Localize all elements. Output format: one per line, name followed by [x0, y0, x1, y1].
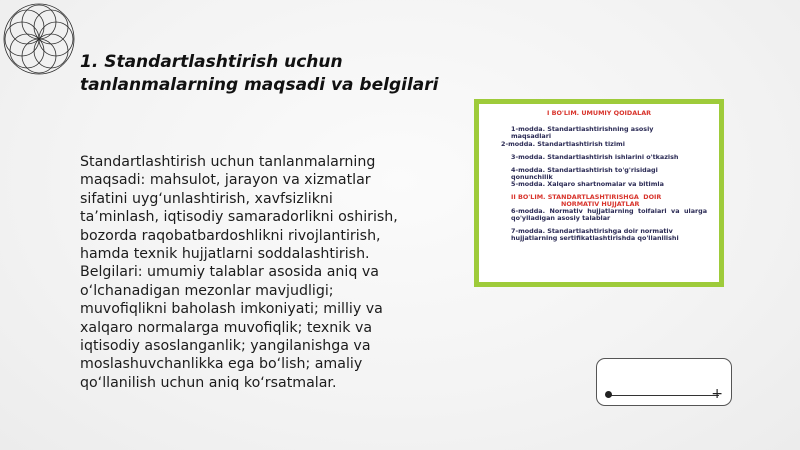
doc-line: 1-modda. Standartlashtirishning asosiy	[511, 125, 654, 133]
document-image	[474, 99, 724, 287]
doc-line: hujjatlarning sertifikatlashtirishda qo'llanilishi	[511, 234, 679, 242]
doc-heading-1: I BO'LIM. UMUMIY QOIDALAR	[547, 109, 652, 117]
doc-line: 5-modda. Xalqaro shartnomalar va bitimla	[511, 180, 664, 188]
doc-line: 7-modda. Standartlashtirishga doir normativ	[511, 227, 673, 235]
doc-line: qo'yiladigan asosiy talablar	[511, 214, 611, 222]
circle-ornament-icon	[2, 2, 76, 76]
progress-track[interactable]	[609, 395, 719, 396]
doc-heading-2b: NORMATIV HUJJATLAR	[561, 200, 640, 208]
doc-heading-2: II BO'LIM. STANDARTLASHTIRISHGA DOIR	[511, 193, 662, 201]
doc-line: 6-modda. Normativ hujjatlarning toifalari va ularga	[511, 207, 708, 215]
slide-body-text: Standartlashtirish uchun tanlanmalarning maqsadi: mahsulot, jarayon va xizmatlar sifatini uyg‘unlashtirish, xavfsizlikni ta’minlash, iqtisodiy samaradorlikni oshirish, bozorda raqobatbardoshlikni rivojlantirish, hamda texnik hujjatlarni soddalashtirish. Belgilari: umumiy talablar asosida aniq va o‘lchanadigan mezonlar mavjudligi; muvofiqlikni baholash imkoniyati; milliy va xalqaro normalarga muvofiqlik; texnik va iqtisodiy asoslanganlik; yangilanishga va moslashuvchanlikka ega bo‘lish; amaliy qo‘llanilish uchun aniq ko‘rsatmalar.	[80, 154, 398, 391]
doc-line: 4-modda. Standartlashtirish to'g'risidagi	[511, 166, 658, 174]
doc-line: maqsadlari	[511, 132, 552, 140]
slide-title: 1. Standartlashtirish uchun tanlanmalarning maqsadi va belgilari	[80, 52, 439, 95]
doc-line: 3-modda. Standartlashtirish ishlarini o'tkazish	[511, 153, 679, 161]
progress-handle[interactable]	[605, 391, 612, 398]
doc-line: 2-modda. Standartlashtirish tizimi	[501, 140, 625, 148]
plus-icon[interactable]: +	[711, 386, 723, 402]
media-control-widget[interactable]	[596, 358, 732, 406]
doc-line: qonunchilik	[511, 173, 553, 181]
